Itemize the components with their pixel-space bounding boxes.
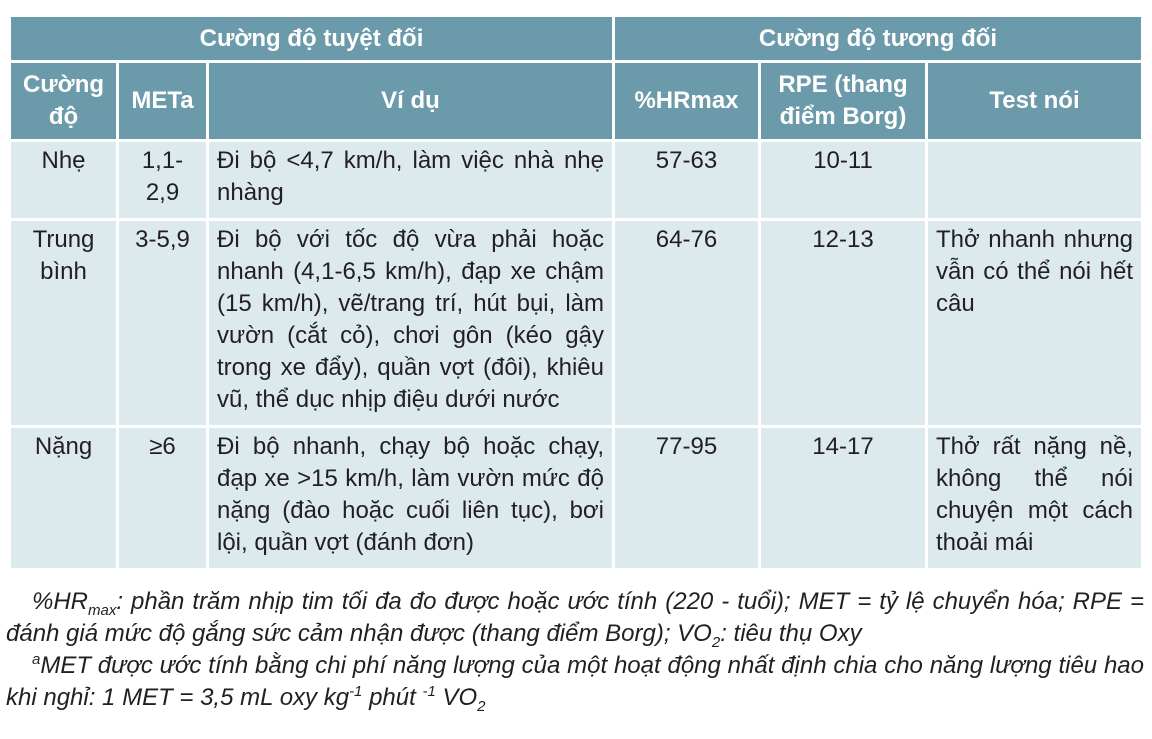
footnote-abbreviations — [6, 586, 1144, 650]
group-header-relative: Cường độ tương đối — [615, 17, 1141, 60]
cell-met: 1,1-2,9 — [119, 142, 206, 218]
cell-hrmax: 64-76 — [615, 221, 758, 425]
group-header-absolute: Cường độ tuyệt đối — [11, 17, 612, 60]
footnote-definitions-text: : phần trăm nhịp tim tối đa đo được hoặc ước tính (220 - tuổi); MET = tỷ lệ chuyển hóa; RPE = đánh giá mức độ gắng sức cảm nhận được (thang điểm Borg); VO — [6, 588, 1144, 647]
footnote-hr-text: %HR — [32, 588, 89, 615]
cell-met: ≥6 — [119, 428, 206, 568]
cell-example: Đi bộ với tốc độ vừa phải hoặc nhanh (4,1-6,5 km/h), đạp xe chậm (15 km/h), vẽ/trang trí, hút bụi, làm vườn (cắt cỏ), chơi gôn (kéo gậy trong xe đẩy), quần vợt (đôi), khiêu vũ, thể dục nhịp điệu dưới nước — [209, 221, 612, 425]
column-header-row — [11, 63, 1141, 139]
intensity-table — [8, 14, 1144, 571]
cell-talk-test — [928, 142, 1141, 218]
cell-talk-test: Thở rất nặng nề, không thể nói chuyện một cách thoải mái — [928, 428, 1141, 568]
cell-intensity: Nhẹ — [11, 142, 116, 218]
table-footnotes — [6, 586, 1144, 714]
cell-met: 3-5,9 — [119, 221, 206, 425]
footnote-exponent: -1 — [422, 683, 436, 700]
footnote-vo-text: VO — [435, 684, 478, 711]
cell-intensity: Trung bình — [11, 221, 116, 425]
cell-rpe: 14-17 — [761, 428, 925, 568]
cell-intensity: Nặng — [11, 428, 116, 568]
cell-example: Đi bộ nhanh, chạy bộ hoặc chạy, đạp xe >15 km/h, làm vườn mức độ nặng (đào hoặc cuối liên tục), bơi lội, quần vợt (đánh đơn) — [209, 428, 612, 568]
column-header-talk-test: Test nói — [928, 63, 1141, 139]
footnote-oxygen-text: : tiêu thụ Oxy — [720, 620, 862, 647]
footnote-minute-text: phút — [362, 684, 423, 711]
cell-talk-test: Thở nhanh nhưng vẫn có thể nói hết câu — [928, 221, 1141, 425]
footnote-vo2-subscript: 2 — [477, 697, 486, 715]
column-header-intensity: Cường độ — [11, 63, 116, 139]
table-row — [11, 221, 1141, 425]
cell-rpe: 12-13 — [761, 221, 925, 425]
column-header-example: Ví dụ — [209, 63, 612, 139]
footnote-vo2-subscript: 2 — [711, 633, 721, 651]
group-header-row — [11, 17, 1141, 60]
cell-rpe: 10-11 — [761, 142, 925, 218]
table-row — [11, 428, 1141, 568]
cell-hrmax: 77-95 — [615, 428, 758, 568]
footnote-met-text: MET được ước tính bằng chi phí năng lượng của một hoạt động nhất định chia cho năng lượng tiêu hao khi nghỉ: 1 MET = 3,5 mL oxy kg — [6, 652, 1144, 711]
column-header-met: METa — [119, 63, 206, 139]
footnote-met — [6, 650, 1144, 714]
column-header-hrmax: %HRmax — [615, 63, 758, 139]
footnote-marker-a: a — [32, 651, 41, 668]
footnote-exponent: -1 — [349, 683, 363, 700]
cell-example: Đi bộ <4,7 km/h, làm việc nhà nhẹ nhàng — [209, 142, 612, 218]
column-header-rpe: RPE (thang điểm Borg) — [761, 63, 925, 139]
cell-hrmax: 57-63 — [615, 142, 758, 218]
table-row — [11, 142, 1141, 218]
footnote-max-subscript: max — [88, 601, 117, 619]
